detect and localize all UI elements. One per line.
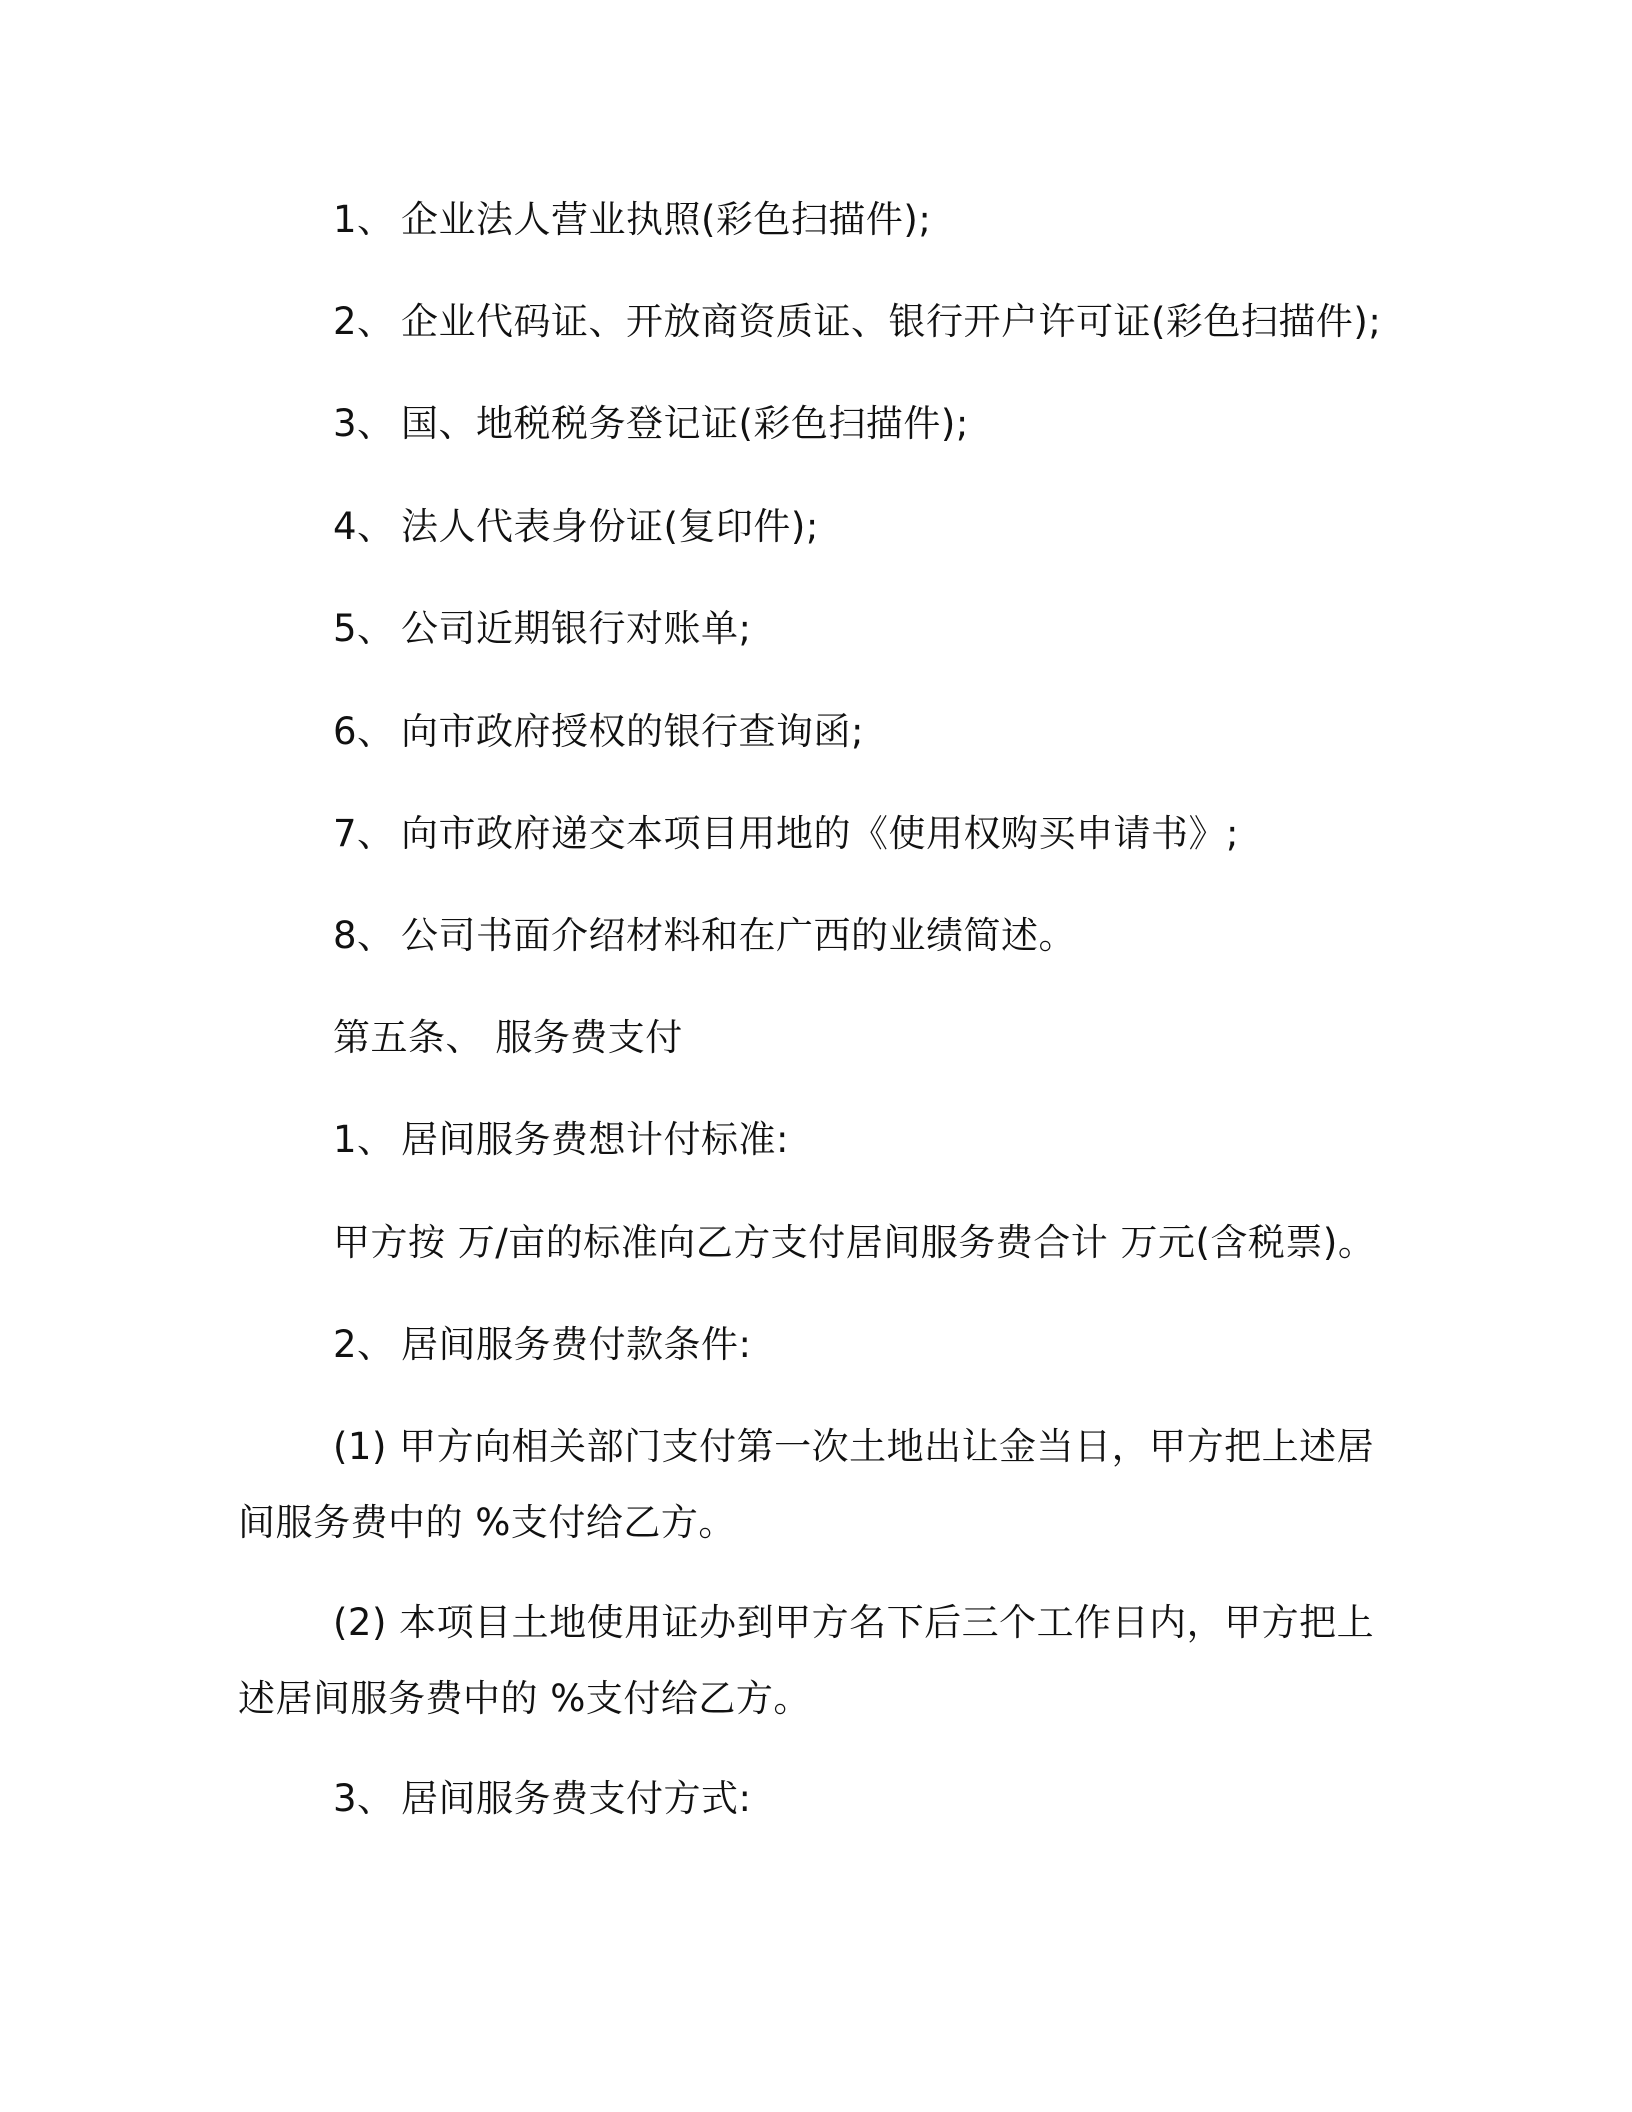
list-item-number: 3、 [333, 402, 395, 445]
list-item [333, 197, 931, 243]
list-item-number: 7、 [333, 812, 395, 855]
list-item-number: 4、 [333, 505, 395, 548]
list-item-number: 2、 [333, 300, 395, 343]
clause-text: 居间服务费付款条件: [401, 1323, 752, 1366]
clause-number: 3、 [333, 1777, 395, 1820]
list-item [333, 811, 1239, 857]
clause-text: 居间服务费支付方式: [401, 1777, 752, 1820]
list-item-number: 1、 [333, 198, 395, 241]
clause-heading [333, 1776, 751, 1822]
list-item-number: 6、 [333, 710, 395, 753]
list-item [333, 401, 969, 447]
clause-body: 甲方按 万/亩的标准向乙方支付居间服务费合计 万元(含税票)。 [333, 1221, 1376, 1264]
list-item-number: 8、 [333, 914, 395, 957]
list-item-number: 5、 [333, 607, 395, 650]
clause-number: 1、 [333, 1118, 395, 1161]
clause-text: 居间服务费想计付标准: [401, 1118, 789, 1161]
list-item [333, 299, 1381, 345]
paragraph-line: 间服务费中的 %支付给乙方。 [238, 1501, 736, 1544]
list-item [333, 606, 751, 652]
list-item-text: 公司书面介绍材料和在广西的业绩简述。 [401, 914, 1076, 957]
section-heading: 第五条、 服务费支付 [333, 1016, 683, 1059]
clause-heading [333, 1322, 751, 1368]
clause-number: 2、 [333, 1323, 395, 1366]
list-item-text: 向市政府递交本项目用地的《使用权购买申请书》; [401, 812, 1239, 855]
list-item [333, 709, 864, 755]
list-item-text: 企业法人营业执照(彩色扫描件); [401, 198, 932, 241]
list-item-text: 公司近期银行对账单; [401, 607, 752, 650]
paragraph-line: (1) 甲方向相关部门支付第一次土地出让金当日，甲方把上述居 [333, 1425, 1375, 1468]
list-item-text: 向市政府授权的银行查询函; [401, 710, 864, 753]
list-item-text: 法人代表身份证(复印件); [401, 505, 819, 548]
paragraph-line: (2) 本项目土地使用证办到甲方名下后三个工作日内，甲方把上 [333, 1601, 1375, 1644]
clause-heading [333, 1117, 789, 1163]
paragraph-line: 述居间服务费中的 %支付给乙方。 [238, 1677, 811, 1720]
list-item-text: 企业代码证、开放商资质证、银行开户许可证(彩色扫描件); [401, 300, 1382, 343]
list-item [333, 504, 819, 550]
list-item-text: 国、地税税务登记证(彩色扫描件); [401, 402, 969, 445]
list-item [333, 913, 1076, 959]
